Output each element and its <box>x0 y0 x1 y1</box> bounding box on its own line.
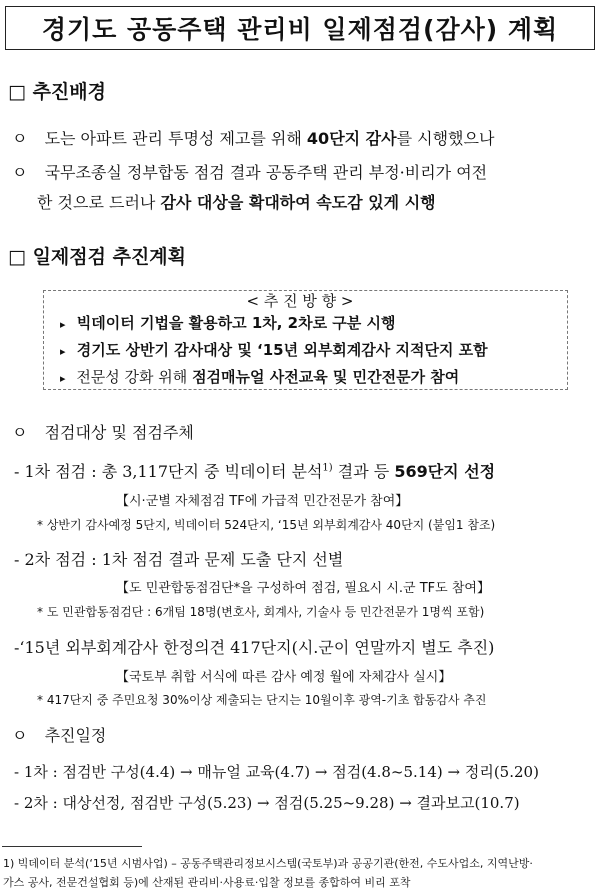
arrow-icon: ▸ <box>60 345 66 358</box>
bullet-text: 국무조종실 정부합동 점검 결과 공동주택 관리 부정·비리가 여전 <box>44 163 488 182</box>
section-heading-plan: □ 일제점검 추진계획 <box>8 246 187 268</box>
direction-item-1 <box>60 312 396 333</box>
target-row-1-note: * 상반기 감사예정 5단지, 빅데이터 524단지, ‘15년 외부회계감사 40단지 (붙임1 참조) <box>37 518 496 532</box>
bullet-marker: ㅇ <box>12 129 28 148</box>
target-row-2-note: * 도 민관합동점검단 : 6개팀 18명(변호사, 회계사, 기술사 등 민간전문가 1명씩 포함) <box>37 605 485 619</box>
direction-item-text: 경기도 상반기 감사대상 및 ‘15년 외부회계감사 지적단지 포함 <box>76 341 488 359</box>
page-title: 경기도 공동주택 관리비 일제점검(감사) 계획 <box>41 15 559 44</box>
bullet-background-2 <box>12 160 487 183</box>
target-row-2: - 2차 점검 : 1차 점검 결과 문제 도출 단지 선별 <box>14 550 344 569</box>
footnote-divider <box>2 846 142 847</box>
direction-title: < 추 진 방 향 > <box>246 292 354 310</box>
section-heading-background: □ 추진배경 <box>8 81 106 103</box>
bullet-text: 한 것으로 드러나 <box>37 193 161 212</box>
bullet-bold-text: 40단지 감사 <box>306 129 397 148</box>
target-row-1-sub: 【시·군별 자체점검 TF에 가급적 민간전문가 참여】 <box>116 494 409 509</box>
arrow-icon: ▸ <box>60 372 66 385</box>
target-row-3: -‘15년 외부회계감사 한정의견 417단지(시.군이 연말까지 별도 추진) <box>14 638 495 657</box>
bullet-text: 점검대상 및 점검주체 <box>44 423 194 442</box>
schedule-row-2: - 2차 : 대상선정, 점검반 구성(5.23) → 점검(5.25~9.28) → 결과보고(10.7) <box>14 794 520 812</box>
footnote-line-2: 가스 공사, 전문건설협회 등)에 산재된 관리비·사용료·입찰 정보를 종합하여 비리 포착 <box>3 876 411 889</box>
bullet-marker: ㅇ <box>12 726 28 745</box>
bullet-text-end: 를 시행했으나 <box>396 129 495 148</box>
bullet-marker: ㅇ <box>12 423 28 442</box>
bullet-text: 추진일정 <box>44 726 107 745</box>
title-box <box>5 6 595 50</box>
row-text-mid: 결과 등 <box>332 462 395 481</box>
bullet-bold-text: 감사 대상을 확대하여 속도감 있게 시행 <box>160 193 436 212</box>
bullet-background-2-cont <box>37 190 436 213</box>
target-row-1 <box>14 459 495 482</box>
direction-item-2 <box>60 339 488 360</box>
footnote-ref: 1) <box>322 462 333 474</box>
arrow-icon: ▸ <box>60 318 66 331</box>
bullet-text: 도는 아파트 관리 투명성 제고를 위해 <box>44 129 307 148</box>
direction-item-3 <box>60 366 459 387</box>
bullet-background-1 <box>12 126 494 149</box>
target-row-3-note: * 417단지 중 주민요청 30%이상 제출되는 단지는 10월이후 광역-기초 합동감사 추진 <box>37 693 487 707</box>
footnote-line-1: 1) 빅데이터 분석(‘15년 시범사업) – 공동주택관리정보시스템(국토부)과 공공기관(한전, 수도사업소, 지역난방· <box>3 857 533 870</box>
direction-item-bold: 점검매뉴얼 사전교육 및 민간전문가 참여 <box>192 368 460 386</box>
target-row-3-sub: 【국토부 취합 서식에 따른 감사 예정 월에 자체감사 실시】 <box>116 670 452 685</box>
direction-item-text: 빅데이터 기법을 활용하고 1차, 2차로 구분 시행 <box>76 314 396 332</box>
target-row-2-sub: 【도 민관합동점검단*을 구성하여 점검, 필요시 시.군 TF도 참여】 <box>116 581 490 596</box>
row-text: - 1차 점검 : 총 3,117단지 중 빅데이터 분석 <box>14 462 323 481</box>
target-heading <box>12 420 194 443</box>
row-bold: 569단지 선정 <box>394 462 496 481</box>
schedule-heading <box>12 723 106 746</box>
direction-item-text: 전문성 강화 위해 <box>76 368 193 386</box>
schedule-row-1: - 1차 : 점검반 구성(4.4) → 매뉴얼 교육(4.7) → 점검(4.8~5.14) → 정리(5.20) <box>14 763 539 781</box>
bullet-marker: ㅇ <box>12 163 28 182</box>
